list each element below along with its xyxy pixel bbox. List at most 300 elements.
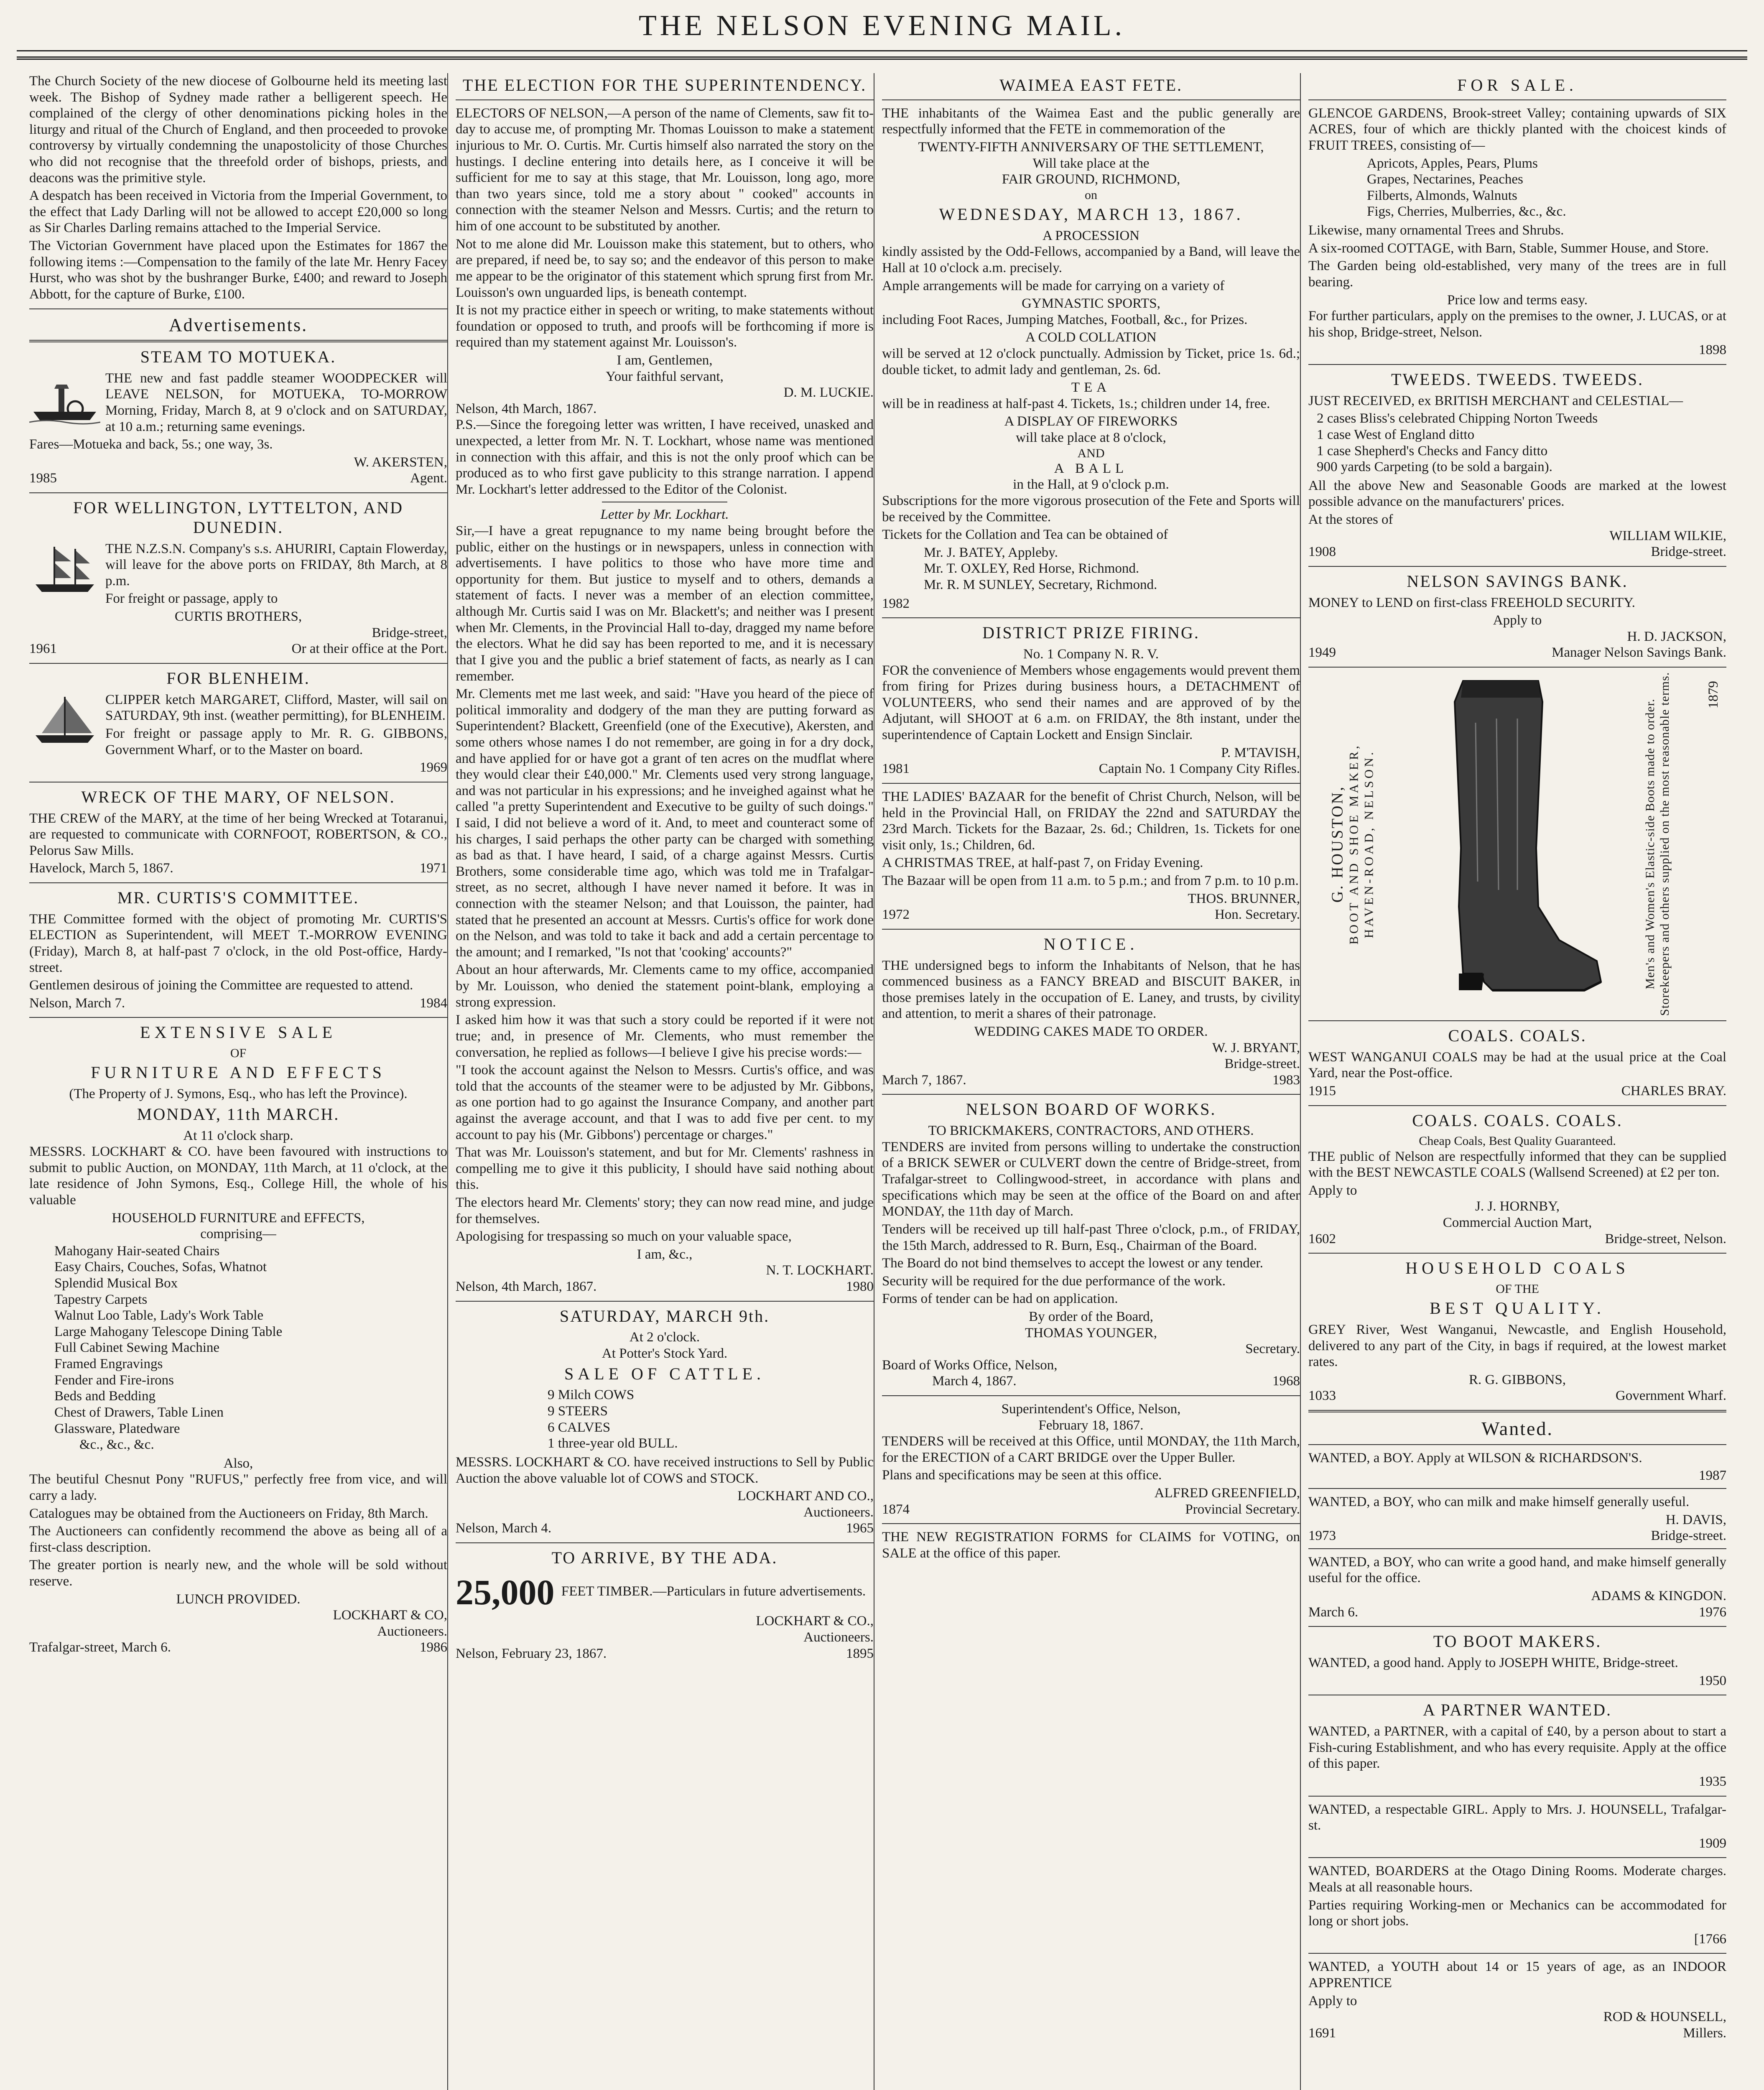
ad-sub: (The Property of J. Symons, Esq., who has left the Province). [69, 1086, 408, 1102]
ad-anniv: TWENTY-FIFTH ANNIVERSARY OF THE SETTLEMENT, [918, 140, 1264, 155]
ad-ladies-bazaar [882, 789, 1300, 923]
letter-paragraph: That was Mr. Louisson's statement, and but for Mr. Clements' rashness in compelling me to give it this publicity, I should have said nothing about this. [456, 1145, 874, 1193]
list-item: 9 STEERS [548, 1404, 608, 1419]
list-item: Walnut Loo Table, Lady's Work Table [54, 1308, 264, 1323]
ad-place: FAIR GROUND, RICHMOND, [1002, 172, 1180, 187]
masthead [0, 0, 1764, 46]
ad-signer: ROD & HOUNSELL, [1603, 2009, 1726, 2025]
ad-body: WANTED, a good hand. Apply to JOSEPH WHITE, Bridge-street. [1308, 1655, 1678, 1671]
ad-body: THE inhabitants of the Waimea East and the public generally are respectfully informed that the FETE in commemoration of the [882, 105, 1300, 137]
ad-body: THE N.Z.S.N. Company's s.s. AHURIRI, Captain Flowerday, will leave for the above ports on FRIDAY, 8th March, at 8 p.m. [105, 541, 447, 589]
ad-number: 1984 [420, 995, 447, 1011]
ad-footer [882, 1373, 1300, 1389]
ad-number: 1986 [420, 1640, 447, 1655]
ad-signer: W. J. BRYANT, [1212, 1040, 1300, 1055]
ad-signer: ADAMS & KINGDON. [1591, 1588, 1726, 1604]
ad-role: Agent. [410, 471, 447, 486]
divider [1308, 667, 1726, 668]
ad-footer [29, 860, 447, 877]
houston-right-text [1614, 673, 1701, 1015]
ad-comprising: comprising— [200, 1226, 276, 1242]
houston-trade: BOOT AND SHOE MAKER, [1347, 743, 1361, 945]
ad-boot-makers [1308, 1632, 1726, 1689]
ad-footer [882, 1072, 1300, 1088]
ad-curtis-committee [29, 888, 447, 1011]
ad-blenheim [29, 669, 447, 776]
ad-registration [882, 1529, 1300, 1561]
ad-parties: Parties requiring Working-men or Mechanics can be accommodated for long or short jobs. [1308, 1897, 1726, 1929]
ad-title: COALS. COALS. COALS. [1412, 1111, 1623, 1130]
news-paragraph: The Victorian Government have placed upon the Estimates for 1867 the following items :—Compensation to the family of the late Mr. Henry Facey Hurst, who was shot by the bushranger Burke, £400; and reward to Joseph Abbott, for the capture of Burke, £100. [29, 238, 447, 302]
divider [29, 663, 447, 664]
letter-paragraph: Mr. Clements met me last week, and said: "Have you heard of the piece of political immorality and dodgery of the man they are putting forward as Superintendent? Blackett, Greenfield (one of the Executive), Akersten, and some others whose names I do not remember, are going in for a dry dock, and have applied for or have got a grant of ten acres on the mudflat where they would clear their £40,000." Mr. Clements used very strong language, and was not particular in his expressions; and he inveighed against what he called "a pretty Superintendent and Executive to be guilty of such doings." I said, I did not believe a word of it. And, to meet and counteract some of his charges, I said perhaps the other party can be charged with something as bad as that. I have heard, I said, of a charge against Messrs. Curtis Brothers, some considerable time ago, which was told me in Trafalgar-street, as no secret, although I have never named it before. It was in connection with the steamer Nelson; and that Louisson, the painter, had stated that he presented an account at Messrs. Curtis's office for work done on the Nelson, and was told to take it back and add a certain percentage to the amount; and I remarked, "Is not that 'cooking' accounts?" [456, 686, 874, 960]
ad-number: 1033 [1308, 1388, 1336, 1404]
houston-number-wrap [1705, 673, 1722, 1015]
ad-number: 1961 [29, 641, 57, 657]
ad-number: 1969 [420, 760, 447, 775]
houston-left-text [1308, 673, 1396, 1015]
ad-number: 1981 [882, 761, 910, 777]
list-item: Mr. T. OXLEY, Red Horse, Richmond. [924, 561, 1139, 576]
ad-role: Manager Nelson Savings Bank. [1552, 645, 1726, 660]
ad-title: TWEEDS. TWEEDS. TWEEDS. [1391, 370, 1644, 389]
ad-tenders: Tenders will be received up till half-past Three o'clock, p.m., of FRIDAY, the 15th March, addressed to R. Burn, Esq., Chairman of the Board. [882, 1221, 1300, 1253]
ad-role: Commercial Auction Mart, [1443, 1215, 1592, 1231]
signer: N. T. LOCKHART. [766, 1263, 874, 1278]
ad-title: MR. CURTIS'S COMMITTEE. [117, 888, 359, 907]
ad-household: HOUSEHOLD FURNITURE and EFFECTS, [112, 1210, 365, 1226]
ad-agent: CURTIS BROTHERS, [174, 609, 302, 624]
ad-day: MONDAY, 11th MARCH. [137, 1104, 340, 1124]
divider [1308, 1444, 1726, 1445]
ad-body: GLENCOE GARDENS, Brook-street Valley; containing upwards of SIX ACRES, four of which are thickly planted with the choicest kinds of FRUIT TREES, consisting of— [1308, 105, 1726, 153]
ad-body: WANTED, a YOUTH about 14 or 15 years of age, as an INDOOR APPRENTICE [1308, 1959, 1726, 1991]
ad-further: For further particulars, apply on the premises to the owner, J. LUCAS, or at his shop, Bridge-street, Nelson. [1308, 308, 1726, 340]
ad-cattle-sale [456, 1307, 874, 1537]
ad-number: 1982 [882, 596, 910, 611]
divider [882, 1395, 1300, 1396]
ad-title: STEAM TO MOTUEKA. [140, 347, 336, 366]
ad-body: WANTED, a BOY, who can write a good hand, and make himself generally useful for the office. [1308, 1554, 1726, 1586]
ad-street: Bridge-street, Nelson. [1605, 1231, 1726, 1246]
ad-number: [1766 [1694, 1931, 1726, 1947]
ad-lunch: LUNCH PROVIDED. [176, 1591, 301, 1607]
ad-signer: H. DAVIS, [1665, 1512, 1726, 1527]
ad-freight: For freight or passage, apply to [105, 591, 278, 607]
ad-tea-heading: TEA [1071, 380, 1111, 395]
ad-title: EXTENSIVE SALE [140, 1023, 336, 1042]
ad-street: Bridge-street. [1651, 544, 1726, 560]
list-item: Splendid Musical Box [54, 1276, 178, 1291]
divider [1308, 1410, 1726, 1412]
ad-body: Gentlemen desirous of joining the Committee are requested to attend. [29, 978, 413, 993]
divider [29, 340, 447, 342]
ad-title: NOTICE. [1043, 934, 1139, 953]
newspaper-title: THE NELSON EVENING MAIL. [638, 10, 1126, 42]
ad-body: THE new and fast paddle steamer WOODPECKER will LEAVE NELSON, for MOTUEKA, TO-MORROW Morning, Friday, March 8, at 9 o'clock and on SATURDAY, at 10 a.m.; returning same evenings. [105, 370, 447, 434]
letter-paragraph: I asked him how it was that such a story could be reported if it were not true; and, in presence of Mr. Clements, who must remember the conversation, he replied as follows—I believe I give his precise words:— [456, 1012, 874, 1060]
list-item: Grapes, Nectarines, Peaches [1367, 172, 1523, 187]
section-title: Wanted. [1481, 1417, 1553, 1439]
ad-confident: The Auctioneers can confidently recommend the above as being all of a first-class description. [29, 1524, 447, 1555]
divider [1308, 364, 1726, 365]
ad-security: Security will be required for the due performance of the work. [882, 1273, 1226, 1289]
ad-footer [1308, 645, 1726, 661]
ad-sub: No. 1 Company N. R. V. [1023, 647, 1159, 662]
ad-body: MESSRS. LOCKHART & CO. have been favoured with instructions to submit to public Auction, on MONDAY, 11th March, at 11 o'clock, at the late residence of John Symons, Esq., College Hill, the whole of his valuable [29, 1144, 447, 1208]
ad-footer [1308, 1083, 1726, 1099]
ad-tree: A CHRISTMAS TREE, at half-past 7, on Friday Evening. [882, 855, 1203, 871]
column-divider [1300, 73, 1301, 2090]
ad-household-coals [1308, 1259, 1726, 1404]
ad-signer: J. J. HORNBY, [1475, 1199, 1560, 1214]
masthead-rule [17, 50, 1747, 51]
ad-body: WANTED, a respectable GIRL. Apply to Mrs. J. HOUNSELL, Trafalgar-st. [1308, 1802, 1726, 1833]
ad-date: Havelock, March 5, 1867. [29, 861, 173, 876]
list-item: Easy Chairs, Couches, Sofas, Whatnot [54, 1259, 267, 1275]
ad-catalogues: Catalogues may be obtained from the Auctioneers on Friday, 8th March. [29, 1506, 428, 1521]
ad-of: OF THE [1496, 1282, 1539, 1296]
ad-signer: R. G. GIBBONS, [1469, 1372, 1566, 1387]
ad-likewise: Likewise, many ornamental Trees and Shrubs. [1308, 223, 1564, 238]
ad-wedding: WEDDING CAKES MADE TO ORDER. [974, 1024, 1208, 1040]
list-item: Full Cabinet Sewing Machine [54, 1340, 220, 1356]
ad-apply: Apply to [1493, 613, 1542, 628]
wanted-item [1308, 1494, 1726, 1544]
ad-wellington [29, 498, 447, 657]
divider [456, 99, 874, 100]
ad-fireworks-heading: A DISPLAY OF FIREWORKS [1004, 414, 1178, 429]
article-election [456, 76, 874, 1295]
ad-date: Nelson, February 23, 1867. [456, 1646, 607, 1661]
ad-signer: THOMAS YOUNGER, [1025, 1325, 1157, 1341]
column-4 [1308, 73, 1726, 2090]
ad-body: FOR the convenience of Members whose engagements would prevent them from firing for Prizes during business hours, a DETACHMENT of VOLUNTEERS, who send their names and are approved of by the Adjutant, will SHOOT at 6 a.m. on FRIDAY, the 8th instant, under the superintendence of Captain Lockett and Ensign Sinclair. [882, 663, 1300, 743]
ad-for-sale [1308, 76, 1726, 358]
letter-heading: Letter by Mr. Lockhart. [600, 507, 729, 522]
ad-body: WANTED, a BOY. Apply at WILSON & RICHARDSON'S. [1308, 1450, 1642, 1466]
ad-freight: For freight or passage apply to Mr. R. G. GIBBONS, Government Wharf, or to the Master on board. [105, 726, 447, 757]
article-paragraph: Not to me alone did Mr. Louisson make this statement, but to others, who are prepared, if need be, to say so; and the endeavor of this person to make me appear to be the originator of this statement which sprung first from Mr. Louisson's own unguarded lips, is beneath contempt. [456, 236, 874, 300]
ad-ada [456, 1548, 874, 1662]
column-3 [882, 73, 1300, 2090]
ad-youth [1308, 1959, 1726, 2041]
divider [1308, 1857, 1726, 1858]
article-date: Nelson, 4th March, 1867. [456, 401, 597, 416]
ad-wreck [29, 788, 447, 877]
ad-title: TO ARRIVE, BY THE ADA. [551, 1548, 778, 1567]
ad-apply: Apply to [1308, 1183, 1357, 1198]
ad-number: 1602 [1308, 1231, 1336, 1246]
ad-number: 1895 [846, 1646, 874, 1661]
boot-illustration [1400, 673, 1609, 1015]
ad-also: Also, [223, 1455, 253, 1471]
ad-title: A PARTNER WANTED. [1423, 1700, 1612, 1720]
list-item: Chest of Drawers, Table Linen [54, 1404, 224, 1420]
article-title: THE ELECTION FOR THE SUPERINTENDENCY. [462, 76, 867, 94]
divider [1308, 1020, 1726, 1021]
ad-signer: THOS. BRUNNER, [1188, 891, 1300, 906]
ad-body: THE Committee formed with the object of promoting Mr. CURTIS'S ELECTION as Superintendent, will MEET T.-MORROW EVENING (Friday), March 8, at half-past 7 o'clock, in the old Post-office, Hardy-street. [29, 911, 447, 975]
ad-number: 1972 [882, 907, 910, 923]
ad-girl [1308, 1802, 1726, 1852]
ad-greater: The greater portion is nearly new, and the whole will be sold without reserve. [29, 1557, 447, 1589]
ad-body: JUST RECEIVED, ex BRITISH MERCHANT and CELESTIAL— [1308, 393, 1683, 408]
ad-title: FOR SALE. [1457, 76, 1578, 94]
ad-body: THE LADIES' BAZAAR for the benefit of Christ Church, Nelson, will be held in the Provincial Hall, on FRIDAY the 22nd and SATURDAY the 23rd March. Tickets for the Bazaar, 2s. 6d.; Children, 1s. Tickets for one visit only, 1s.; Children, 6d. [882, 789, 1300, 853]
list-item: Mahogany Hair-seated Chairs [54, 1243, 220, 1259]
ad-street: Bridge-street. [1224, 1056, 1300, 1072]
ad-motueka [29, 347, 447, 487]
ad-procession-heading: A PROCESSION [1043, 228, 1139, 243]
ad-signer: CHARLES BRAY. [1621, 1083, 1726, 1099]
ad-signer: P. M'TAVISH, [1221, 745, 1300, 760]
ad-garden: The Garden being old-established, very many of the trees are in full bearing. [1308, 258, 1726, 290]
list-item: Framed Engravings [54, 1356, 163, 1372]
ad-footer [456, 1646, 874, 1662]
ad-date: Trafalgar-street, March 6. [29, 1640, 171, 1655]
ad-ball-heading: A BALL [1054, 461, 1128, 476]
ad-body: THE NEW REGISTRATION FORMS for CLAIMS for VOTING, on SALE at the office of this paper. [882, 1529, 1300, 1561]
ad-on: on [1085, 188, 1097, 202]
list-item: 6 CALVES [548, 1420, 611, 1435]
ad-title: FOR BLENHEIM. [166, 668, 310, 688]
ad-street: Bridge-street. [1651, 1528, 1726, 1544]
houston-right-line: Men's and Women's Elastic-side Boots made to order. [1643, 698, 1657, 989]
divider [1308, 1953, 1726, 1954]
ad-number: 1985 [29, 471, 57, 486]
closing: I am, Gentlemen, [617, 352, 713, 368]
ad-role: Captain No. 1 Company City Rifles. [1099, 761, 1300, 777]
ad-body: THE undersigned begs to inform the Inhabitants of Nelson, that he has commenced business as a FANCY BREAD and BISCUIT BAKER, in those premises lately in the occupation of E. Laney, and trusts, by civility and attention, to merit a shares of their patronage. [882, 958, 1300, 1022]
ad-cart-bridge [882, 1401, 1300, 1517]
divider [456, 1542, 874, 1543]
ad-body: WANTED, a PARTNER, with a capital of £40, by a person about to start a Fish-curing Establishment, and who has every requisite. Apply at the office of this paper. [1308, 1724, 1726, 1771]
ad-footer [882, 907, 1300, 923]
ad-number: 1915 [1308, 1083, 1336, 1099]
ad-gym: GYMNASTIC SPORTS, [1022, 296, 1160, 311]
ad-date: March 4, 1867. [932, 1374, 1017, 1389]
ad-role: Secretary. [1245, 1341, 1300, 1357]
ad-role: Auctioneers. [803, 1629, 874, 1645]
divider [882, 783, 1300, 784]
article-date: Nelson, 4th March, 1867. [456, 1279, 597, 1295]
ad-body: CLIPPER ketch MARGARET, Clifford, Master, will sail on SATURDAY, 9th inst. (weather permitting), for BLENHEIM. [105, 692, 447, 724]
divider [882, 929, 1300, 930]
cattle-list [548, 1387, 874, 1451]
ad-signer: ALFRED GREENFIELD, [1154, 1486, 1300, 1501]
ad-role: Government Wharf. [1615, 1388, 1726, 1404]
divider [882, 99, 1300, 100]
list-item: Large Mahogany Telescope Dining Table [54, 1324, 283, 1339]
tweed-list [1317, 410, 1726, 475]
ad-number: 1935 [1699, 1774, 1726, 1789]
ad-body: THE CREW of the MARY, at the time of her being Wrecked at Totaranui, are requested to communicate with CORNFOOT, ROBERTSON, & CO., Pelorus Saw Mills. [29, 811, 447, 858]
furniture-list [54, 1243, 447, 1453]
ad-place: At Potter's Stock Yard. [602, 1346, 728, 1361]
ad-date: Nelson, March 7. [29, 995, 125, 1011]
ad-number: 1879 [1706, 681, 1721, 709]
ad-number: 1691 [1308, 2025, 1336, 2041]
masthead-double-rule [17, 56, 1747, 60]
column-1 [29, 73, 447, 2090]
ad-body: TENDERS are invited from persons willing to undertake the construction of a BRICK SEWER or CULVERT down the centre of Bridge-street, from Trafalgar-street to Collingwood-street, in accordance with plans and specifications which may be seen at the office of the Board on and after MONDAY, the 11th day of March. [882, 1139, 1300, 1219]
ad-footer [29, 641, 447, 657]
divider [29, 1017, 447, 1018]
column-2 [456, 73, 874, 2090]
ad-boarders [1308, 1863, 1726, 1947]
ad-date: February 18, 1867. [1038, 1417, 1144, 1433]
ad-role: Millers. [1683, 2025, 1726, 2041]
ad-subs: Subscriptions for the more vigorous prosecution of the Fete and Sports will be received by the Committee. [882, 493, 1300, 525]
ad-title: FOR WELLINGTON, LYTTELTON, AND DUNEDIN. [73, 498, 404, 537]
ad-including: including Foot Races, Jumping Matches, Football, &c., for Prizes. [882, 312, 1248, 327]
fruit-list [1367, 155, 1726, 220]
ad-number: 1983 [1272, 1072, 1300, 1088]
ad-fireworks: will take place at 8 o'clock, [1016, 430, 1166, 446]
ad-plans: Plans and specifications may be seen at this office. [882, 1468, 1162, 1483]
ad-collation: will be served at 12 o'clock punctually. Admission by Ticket, price 1s. 6d.; double ticket, to admit lady and gentleman, 2s. 6d. [882, 346, 1300, 377]
news-paragraph: A despatch has been received in Victoria from the Imperial Government, to the effect that Lady Darling will not be allowed to accept £20,000 so long as Sir Charles Darling remains attached to the Imperial Service. [29, 188, 447, 236]
ad-role: Hon. Secretary. [1214, 907, 1300, 923]
ad-role: Auctioneers. [803, 1504, 874, 1520]
ad-text: FEET TIMBER.—Particulars in future advertisements. [561, 1583, 866, 1599]
ad-houston-boots [1308, 673, 1726, 1015]
houston-address: HAVEN-ROAD, NELSON. [1362, 749, 1376, 938]
divider [1308, 1105, 1726, 1106]
ad-and: AND [1077, 446, 1105, 460]
ad-number: 1909 [1699, 1835, 1726, 1851]
ad-footer [1308, 1388, 1726, 1404]
ad-notice [882, 935, 1300, 1088]
ad-ball: in the Hall, at 9 o'clock p.m. [1013, 477, 1169, 492]
column-divider [447, 73, 448, 2090]
ad-wanted [1308, 1417, 1726, 1620]
ad-pony: The beutiful Chesnut Pony "RUFUS," perfectly free from vice, and will carry a lady. [29, 1472, 447, 1503]
ad-title: HOUSEHOLD COALS [1405, 1259, 1629, 1278]
ad-title: NELSON SAVINGS BANK. [1407, 571, 1628, 591]
houston-right-line: Storekeepers and others supplied on the most reasonable terms. [1658, 672, 1672, 1016]
ad-will: Will take place at the [1032, 155, 1150, 171]
list-item: Mr. J. BATEY, Appleby. [924, 545, 1058, 560]
article-paragraph: It is not my practice either in speech or writing, to make statements without foundation or opposed to truth, and proofs will be forthcoming if more is required than my statement against Mr. Louisson's. [456, 303, 874, 350]
closing: Your faithful servant, [606, 369, 724, 384]
divider [882, 617, 1300, 618]
ad-signer: LOCKHART & CO, [333, 1608, 447, 1623]
ad-board: The Board do not bind themselves to accept the lowest or any tender. [882, 1256, 1263, 1271]
ad-date: March 7, 1867. [882, 1072, 966, 1088]
letter-paragraph: The electors heard Mr. Clements' story; they can now read mine, and judge for themselves. [456, 1195, 874, 1226]
ad-body: GREY River, West Wanganui, Newcastle, and English Household, delivered to any part of the City, in bags if required, at the lowest market rates. [1308, 1322, 1726, 1370]
ad-number: 1898 [1699, 342, 1726, 358]
ad-time: At 11 o'clock sharp. [183, 1128, 293, 1143]
ad-title: COALS. COALS. [1448, 1026, 1587, 1045]
wanted-item [1308, 1450, 1726, 1484]
ad-date: Nelson, March 4. [456, 1521, 552, 1536]
ad-signer: WILLIAM WILKIE, [1609, 528, 1726, 543]
list-item: Glassware, Platedware [54, 1421, 180, 1436]
ad-board-of-works [882, 1100, 1300, 1389]
ad-footer [29, 995, 447, 1012]
wanted-item [1308, 1554, 1726, 1620]
ad-timber [456, 1571, 874, 1613]
divider [1308, 1796, 1726, 1797]
list-item: Tapestry Carpets [54, 1292, 148, 1307]
divider [1308, 99, 1726, 100]
divider [1308, 1253, 1726, 1254]
ad-date: March 6. [1308, 1604, 1359, 1620]
ad-alt: Or at their office at the Port. [291, 641, 447, 657]
ad-title: SALE OF CATTLE. [564, 1364, 765, 1383]
ad-title: BEST QUALITY. [1430, 1299, 1605, 1318]
ticket-agents [924, 545, 1300, 593]
divider [1308, 1488, 1726, 1489]
ad-number: 1949 [1308, 645, 1336, 660]
ad-furniture-sale [29, 1023, 447, 1656]
ad-body: WEST WANGANUI COALS may be had at the usual price at the Coal Yard, near the Post-office. [1308, 1049, 1726, 1081]
ad-price: Price low and terms easy. [1447, 292, 1588, 308]
ad-number: 1965 [846, 1521, 874, 1536]
divider [882, 1523, 1300, 1524]
ad-footer [1308, 1528, 1726, 1544]
closing: I am, &c., [637, 1246, 693, 1262]
ad-cottage: A six-roomed COTTAGE, with Barn, Stable, Summer House, and Store. [1308, 240, 1709, 256]
ketch-icon [29, 693, 100, 748]
list-item: 1 case Shepherd's Checks and Fancy ditto [1317, 443, 1548, 459]
ad-number: 1908 [1308, 544, 1336, 560]
list-item: 900 yards Carpeting (to be sold a bargain). [1317, 459, 1552, 475]
article-ps: P.S.—Since the foregoing letter was written, I have received, unasked and unexpected, a letter from Mr. N. T. Lockhart, whose name was mentioned in connection with this affair, and this is not the only proof which can be produced as to who first gave publicity to this strange narration. I append Mr. Lockhart's letter addressed to the Editor of the Colonist. [456, 417, 874, 497]
signer: D. M. LUCKIE. [783, 385, 874, 400]
ad-signer: W. AKERSTEN, [354, 454, 447, 470]
ad-body: WANTED, BOARDERS at the Otago Dining Rooms. Moderate charges. Meals at all reasonable hours. [1308, 1863, 1726, 1895]
ad-title: TO BOOT MAKERS. [1433, 1632, 1602, 1651]
ad-footer [1308, 544, 1726, 560]
ad-signer: H. D. JACKSON, [1627, 629, 1726, 644]
list-item: Beds and Bedding [54, 1389, 155, 1404]
letter-paragraph: About an hour afterwards, Mr. Clements came to my office, accompanied by Mr. Louisson, who denied the statement point-blank, employing a strong expression. [456, 962, 874, 1010]
news-items [29, 73, 447, 303]
ad-number: 1976 [1699, 1604, 1726, 1620]
ad-footer [29, 470, 447, 487]
ad-prize-firing [882, 623, 1300, 777]
ad-body: TENDERS will be received at this Office, until MONDAY, the 11th March, for the ERECTION of a CART BRIDGE over the Upper Buller. [882, 1434, 1300, 1465]
ad-number: 1987 [1699, 1468, 1726, 1483]
list-item: 1 three-year old BULL. [548, 1436, 678, 1451]
ad-forms: Forms of tender can be had on application. [882, 1291, 1118, 1307]
ad-tea: will be in readiness at half-past 4. Tickets, 1s.; children under 14, free. [882, 396, 1270, 411]
ad-of: OF [230, 1046, 247, 1060]
ad-fares: Fares—Motueka and back, 5s.; one way, 3s. [29, 437, 273, 452]
houston-name: G. HOUSTON, [1328, 785, 1346, 903]
ad-waimea-fete [882, 76, 1300, 612]
list-item: 2 cases Bliss's celebrated Chipping Norton Tweeds [1317, 411, 1598, 426]
ad-coals-hornby [1308, 1111, 1726, 1247]
ad-office: Superintendent's Office, Nelson, [1001, 1402, 1181, 1417]
letter-paragraph: "I took the account against the Nelson to Messrs. Curtis's office, and was told that the accounts of the steamer were to be adjusted by Mr. Gibbons, as one portion had to go against the Insurance Company, and another part against the average account, and that I was to add five per cent. to my account to pay his (Mr. Gibbons') percentage or charges." [456, 1063, 874, 1142]
ad-sub: TO BRICKMAKERS, CONTRACTORS, AND OTHERS. [928, 1123, 1254, 1139]
ad-body: WANTED, a BOY, who can milk and make himself generally useful. [1308, 1494, 1690, 1509]
divider [1308, 566, 1726, 567]
ad-tweeds [1308, 370, 1726, 560]
ad-footer [456, 1520, 874, 1537]
divider [1308, 1548, 1726, 1549]
letter-paragraph: Sir,—I have a great repugnance to my name being brought before the public, either on the hustings or in newspapers, unless in connection with advertisements. I have politics to those who have more time and opportunity for them. But justice to myself and to others, demands a statement of facts. I never was a member of an election committee, although Mr. Curtis said I was on Mr. Blackett's; and neither was I present when Mr. Clements, in the Provincial Hall to-day, dragged my name before the electors. What he did say has been reported to me, and it is necessary that I give you and the public a brief statement of facts, as nearly as I can remember. [456, 523, 874, 684]
divider [456, 1301, 874, 1302]
list-item: Mr. R. M SUNLEY, Secretary, Richmond. [924, 577, 1157, 593]
ad-open: The Bazaar will be open from 11 a.m. to 5 p.m.; and from 7 p.m. to 10 p.m. [882, 873, 1299, 888]
ad-title: NELSON BOARD OF WORKS. [966, 1100, 1216, 1119]
